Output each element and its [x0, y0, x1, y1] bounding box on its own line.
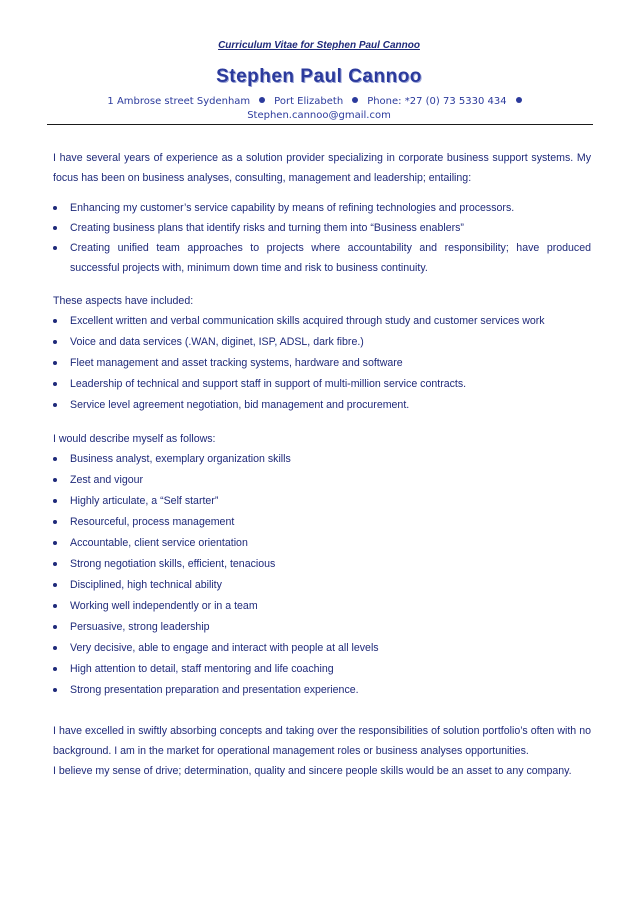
closing-paragraph: I have excelled in swiftly absorbing concepts and taking over the responsibilities of solution portfolio’s often with no background. I am in the market for operational management roles or business analyses opportunities.: [53, 725, 591, 757]
candidate-name: Stephen Paul Cannoo: [216, 66, 422, 87]
bullet-icon: [53, 667, 57, 671]
intro-paragraph: I have several years of experience as a solution provider specializing in corporate business support systems. My focus has been on business analyses, consulting, management and leadership; entailing:: [53, 152, 591, 184]
aspects-heading: These aspects have included:: [53, 295, 194, 307]
address-city: Port Elizabeth: [274, 96, 344, 107]
address-street: 1 Ambrose street Sydenham: [107, 96, 251, 107]
list-item: Very decisive, able to engage and interact with people at all levels: [53, 638, 591, 659]
bullet-icon: [53, 206, 57, 210]
describe-heading: I would describe myself as follows:: [53, 433, 216, 445]
list-item: Voice and data services (.WAN, diginet, ISP, ADSL, dark fibre.): [53, 332, 591, 353]
list-item: Business analyst, exemplary organization skills: [53, 449, 591, 470]
list-item: Working well independently or in a team: [53, 596, 591, 617]
list-item: Strong negotiation skills, efficient, tenacious: [53, 554, 591, 575]
bullet-icon: [53, 382, 57, 386]
bullet-icon: [53, 541, 57, 545]
bullet-icon: [53, 403, 57, 407]
list-item: Service level agreement negotiation, bid management and procurement.: [53, 395, 591, 416]
list-item: Highly articulate, a “Self starter”: [53, 491, 591, 512]
bullet-icon: [53, 562, 57, 566]
list-item: Strong presentation preparation and presentation experience.: [53, 680, 591, 701]
bullet-icon: [53, 246, 57, 250]
separator-dot-icon: [516, 97, 522, 103]
bullet-icon: [53, 688, 57, 692]
bullet-icon: [53, 478, 57, 482]
email-address: Stephen.cannoo@gmail.com: [247, 110, 391, 121]
list-item: Excellent written and verbal communication skills acquired through study and customer services work: [53, 311, 591, 332]
bullet-icon: [53, 226, 57, 230]
list-item: Resourceful, process management: [53, 512, 591, 533]
separator-dot-icon: [352, 97, 358, 103]
cv-body: [53, 148, 591, 781]
header-divider: [47, 124, 593, 125]
contact-details: [60, 95, 578, 123]
bullet-icon: [53, 520, 57, 524]
list-item: Creating unified team approaches to projects where accountability and responsibility; have produced successful projects with, minimum down time and risk to business continuity.: [53, 238, 591, 278]
bullet-icon: [53, 340, 57, 344]
list-item: Persuasive, strong leadership: [53, 617, 591, 638]
entailing-list: [53, 198, 591, 278]
list-item: Accountable, client service orientation: [53, 533, 591, 554]
list-item: Disciplined, high technical ability: [53, 575, 591, 596]
bullet-icon: [53, 646, 57, 650]
bullet-icon: [53, 319, 57, 323]
closing-statement: I believe my sense of drive; determination, quality and sincere people skills would be an asset to any company.: [53, 765, 572, 777]
list-item: Zest and vigour: [53, 470, 591, 491]
list-item: Fleet management and asset tracking systems, hardware and software: [53, 353, 591, 374]
bullet-icon: [53, 361, 57, 365]
bullet-icon: [53, 604, 57, 608]
list-item: Creating business plans that identify risks and turning them into “Business enablers”: [53, 218, 591, 238]
separator-dot-icon: [259, 97, 265, 103]
describe-list: [53, 449, 591, 701]
list-item: High attention to detail, staff mentoring and life coaching: [53, 659, 591, 680]
bullet-icon: [53, 457, 57, 461]
phone-number: Phone: *27 (0) 73 5330 434: [367, 96, 507, 107]
list-item: Leadership of technical and support staff in support of multi-million service contracts.: [53, 374, 591, 395]
bullet-icon: [53, 499, 57, 503]
document-caption: Curriculum Vitae for Stephen Paul Cannoo: [218, 40, 420, 51]
list-item: Enhancing my customer’s service capability by means of refining technologies and processors.: [53, 198, 591, 218]
bullet-icon: [53, 625, 57, 629]
bullet-icon: [53, 583, 57, 587]
aspects-list: [53, 311, 591, 416]
